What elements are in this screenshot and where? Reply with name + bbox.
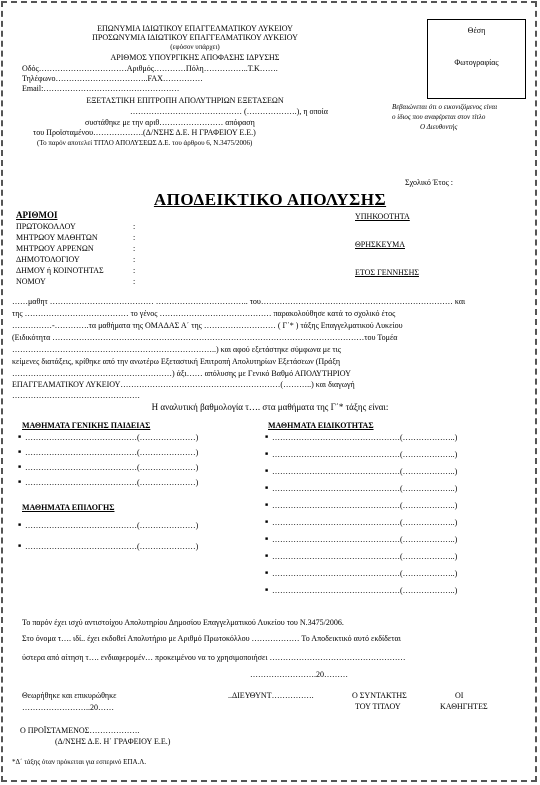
validity-statement: Το παρόν έχει ισχύ αντιστοίχου Απολυτηρίου Δημοσίου Επαγγελματικού Λυκείου του Ν.3475/2006. <box>22 618 344 627</box>
religion-label: ΘΡΗΣΚΕΥΜΑ <box>355 240 405 249</box>
director-signature: ..ΔΙΕΥΘΥΝΤ……………. <box>228 691 314 700</box>
body-line-8: ΕΠΑΓΓΕΛΜΑΤΙΚΟΥ ΛΥΚΕΙΟΥ……………………………………………………(………..) και διαγωγή <box>12 380 355 389</box>
issued-statement-1: Στο όνομα τ…. ιδί.. έχει εκδοθεί Απολυτήριο με Αριθμό Πρωτοκόλλου ……………… Το Αποδεικτικό αυτό εκδίδεται <box>22 634 401 643</box>
body-line-2: της ………………………………… το γένος …………………………………… παρακολούθησε κατά το σχολικό έτος <box>12 309 396 318</box>
photo-label-1: Θέση <box>467 26 486 35</box>
document-title: ΑΠΟΔΕΙΚΤΙΚΟ ΑΠΟΛΥΣΗΣ <box>153 190 387 209</box>
photo-note-3: Ο Διευθυντής <box>420 123 458 131</box>
author-label-2: ΤΟΥ ΤΙΤΛΟΥ <box>355 702 401 711</box>
if-exists-note: (εφόσον υπάρχει) <box>170 43 220 51</box>
specialty-subject-row: ■ …………………………………………(………………..) <box>272 433 457 442</box>
student-registry: ΜΗΤΡΩΟΥ ΜΑΘΗΤΩΝ <box>16 233 98 242</box>
body-line-4: (Ειδικότητα ………………………………………………………………………………………………………του Τομέα <box>12 333 398 342</box>
general-subjects-heading: ΜΑΘΗΜΑΤΑ ΓΕΝΙΚΗΣ ΠΑΙΔΕΙΑΣ <box>22 421 151 430</box>
issue-date: …………………….20……… <box>250 670 348 679</box>
school-year-label: Σχολικό Έτος : <box>405 178 453 187</box>
issued-statement-2: ύστερα από αίτηση τ…. ενδιαφερομέν… προκειμένου να το χρησιμοποιήσει …………………………………………… <box>22 653 406 662</box>
specialty-subject-row: ■ …………………………………………(………………..) <box>272 501 457 510</box>
committee-line-4: του Προϊσταμένου……………….(Δ/ΝΣΗΣ Δ.Ε. Η ΓΡΑΦΕΙΟΥ Ε.Ε.) <box>33 128 256 137</box>
specialty-subject-row: ■ …………………………………………(………………..) <box>272 467 457 476</box>
colon: : <box>133 222 136 231</box>
grades-intro: Η αναλυτική βαθμολογία τ…. στα μαθήματα της Γ΄* τάξης είναι: <box>151 402 389 412</box>
school-name: ΕΠΩΝΥΜΙΑ ΙΔΙΩΤΙΚΟΥ ΕΠΑΓΓΕΛΜΑΤΙΚΟΥ ΛΥΚΕΙΟΥ <box>97 24 293 33</box>
author-label-1: Ο ΣΥΝΤΑΚΤΗΣ <box>352 691 407 700</box>
committee-line-2: …………………………………… (……………….), η οποία <box>130 107 328 116</box>
body-line-1: ……μαθητ ………………………………… …………………………….. του……………………………………………………………… και <box>12 297 466 306</box>
numbers-heading: ΑΡΙΘΜΟΙ <box>16 210 58 220</box>
municipality: ΔΗΜΟΥ ή ΚΟΙΝΟΤΗΤΑΣ <box>16 266 104 275</box>
specialty-subject-row: ■ …………………………………………(………………..) <box>272 552 457 561</box>
elective-subjects-heading: ΜΑΘΗΜΑΤΑ ΕΠΙΛΟΓΗΣ <box>22 503 115 512</box>
protocol-number: ΠΡΩΤΟΚΟΛΛΟΥ <box>16 222 76 231</box>
photo-placeholder <box>427 19 526 99</box>
municipal-registry: ΔΗΜΟΤΟΛΟΓΙΟΥ <box>16 255 80 264</box>
citizenship-label: ΥΠΗΚΟΟΤΗΤΑ <box>355 212 410 221</box>
photo-note-2: ο ίδιος που αναφέρεται στον τίτλο <box>392 113 486 121</box>
colon: : <box>133 266 136 275</box>
colon: : <box>133 277 136 286</box>
specialty-subject-row: ■ …………………………………………(………………..) <box>272 484 457 493</box>
body-line-7: ……………………………………………………) άξι…… απόλυσης με Γενικό Βαθμό ΑΠΟΛΥΤΗΡΙΟΥ <box>12 369 351 378</box>
prefecture: ΝΟΜΟΥ <box>16 277 46 286</box>
phone-fax-field: Τηλέφωνο……………………………..FAX…………… <box>22 74 203 83</box>
colon: : <box>133 244 136 253</box>
elective-subject-row: ■ ……………………………………(…………………) <box>25 521 198 530</box>
teachers-label-1: ΟΙ <box>455 691 464 700</box>
head-signature: Ο ΠΡΟΪΣΤΑΜΕΝΟΣ………………. <box>20 726 140 735</box>
photo-label-2: Φωτογραφίας <box>454 58 499 67</box>
ministerial-decision: ΑΡΙΘΜΟΣ ΥΠΟΥΡΓΙΚΗΣ ΑΠΟΦΑΣΗΣ ΙΔΡΥΣΗΣ <box>110 53 280 62</box>
general-subject-row: ■ ……………………………………(…………………) <box>25 433 198 442</box>
teachers-label-2: ΚΑΘΗΓΗΤΕΣ <box>440 702 488 711</box>
body-line-3: ……………-………….τα μαθήματα της ΟΜΑΔΑΣ Α΄ της ……………………… ( Γ΄* ) τάξης Επαγγελματικού Λυκείου <box>12 321 403 330</box>
specialty-subject-row: ■ …………………………………………(………………..) <box>272 535 457 544</box>
address-field: Οδός……………………………Αριθμός…………Πόλη……………..Τ.Κ……. <box>22 64 278 73</box>
photo-note-1: Βεβαιώνεται ότι ο εικονιζόμενος είναι <box>392 103 498 111</box>
body-line-6: κείμενες διατάξεις, κρίθηκε από την ανωτέρω Εξεταστική Επιτροπή Απολυτηρίων Εξετάσεων (Πράξη <box>12 357 341 366</box>
general-subject-row: ■ ……………………………………(…………………) <box>25 463 198 472</box>
committee-line-5: (Το παρόν αποτελεί ΤΙΤΛΟ ΑΠΟΛΥΣΕΩΣ Δ.Ε. του άρθρου 6, Ν.3475/2006) <box>37 139 253 147</box>
email-field: Email:…………………………………………… <box>22 84 180 93</box>
colon: : <box>133 233 136 242</box>
specialty-subject-row: ■ …………………………………………(………………..) <box>272 518 457 527</box>
male-registry: ΜΗΤΡΩΟΥ ΑΡΡΕΝΩΝ <box>16 244 94 253</box>
verified-date: ……………………..20…… <box>22 703 114 712</box>
general-subject-row: ■ ……………………………………(…………………) <box>25 448 198 457</box>
specialty-subject-row: ■ …………………………………………(………………..) <box>272 586 457 595</box>
elective-subject-row: ■ ……………………………………(…………………) <box>25 542 198 551</box>
general-subject-row: ■ ……………………………………(…………………) <box>25 478 198 487</box>
colon: : <box>133 255 136 264</box>
head-office: (Δ/ΝΣΗΣ Δ.Ε. Η΄ ΓΡΑΦΕΙΟΥ Ε.Ε.) <box>55 737 171 746</box>
verified-label: Θεωρήθηκε και επικυρώθηκε <box>22 691 117 700</box>
body-line-9: ………………………………………… <box>12 391 140 400</box>
committee-line-3: συστάθηκε με την αριθ…………………… απόφαση <box>85 118 255 127</box>
birth-year-label: ΕΤΟΣ ΓΕΝΝΗΣΗΣ <box>355 268 419 277</box>
committee-title: ΕΞΕΤΑΣΤΙΚΗ ΕΠΙΤΡΟΠΗ ΑΠΟΛΥΤΗΡΙΩΝ ΕΞΕΤΑΣΕΩΝ <box>86 96 284 105</box>
body-line-5: …………………………………………………………………..) και αφού εξετάστηκε σύμφωνα με τις <box>12 345 341 354</box>
evening-school-note: *Δ΄ τάξης όταν πρόκειται για εσπερινό ΕΠΑ.Λ. <box>12 758 147 766</box>
specialty-subject-row: ■ …………………………………………(………………..) <box>272 569 457 578</box>
school-title: ΠΡΟΣΩΝΥΜΙΑ ΙΔΙΩΤΙΚΟΥ ΕΠΑΓΓΕΛΜΑΤΙΚΟΥ ΛΥΚΕΙΟΥ <box>92 33 298 42</box>
specialty-subjects-heading: ΜΑΘΗΜΑΤΑ ΕΙΔΙΚΟΤΗΤΑΣ <box>268 421 374 430</box>
specialty-subject-row: ■ …………………………………………(………………..) <box>272 450 457 459</box>
